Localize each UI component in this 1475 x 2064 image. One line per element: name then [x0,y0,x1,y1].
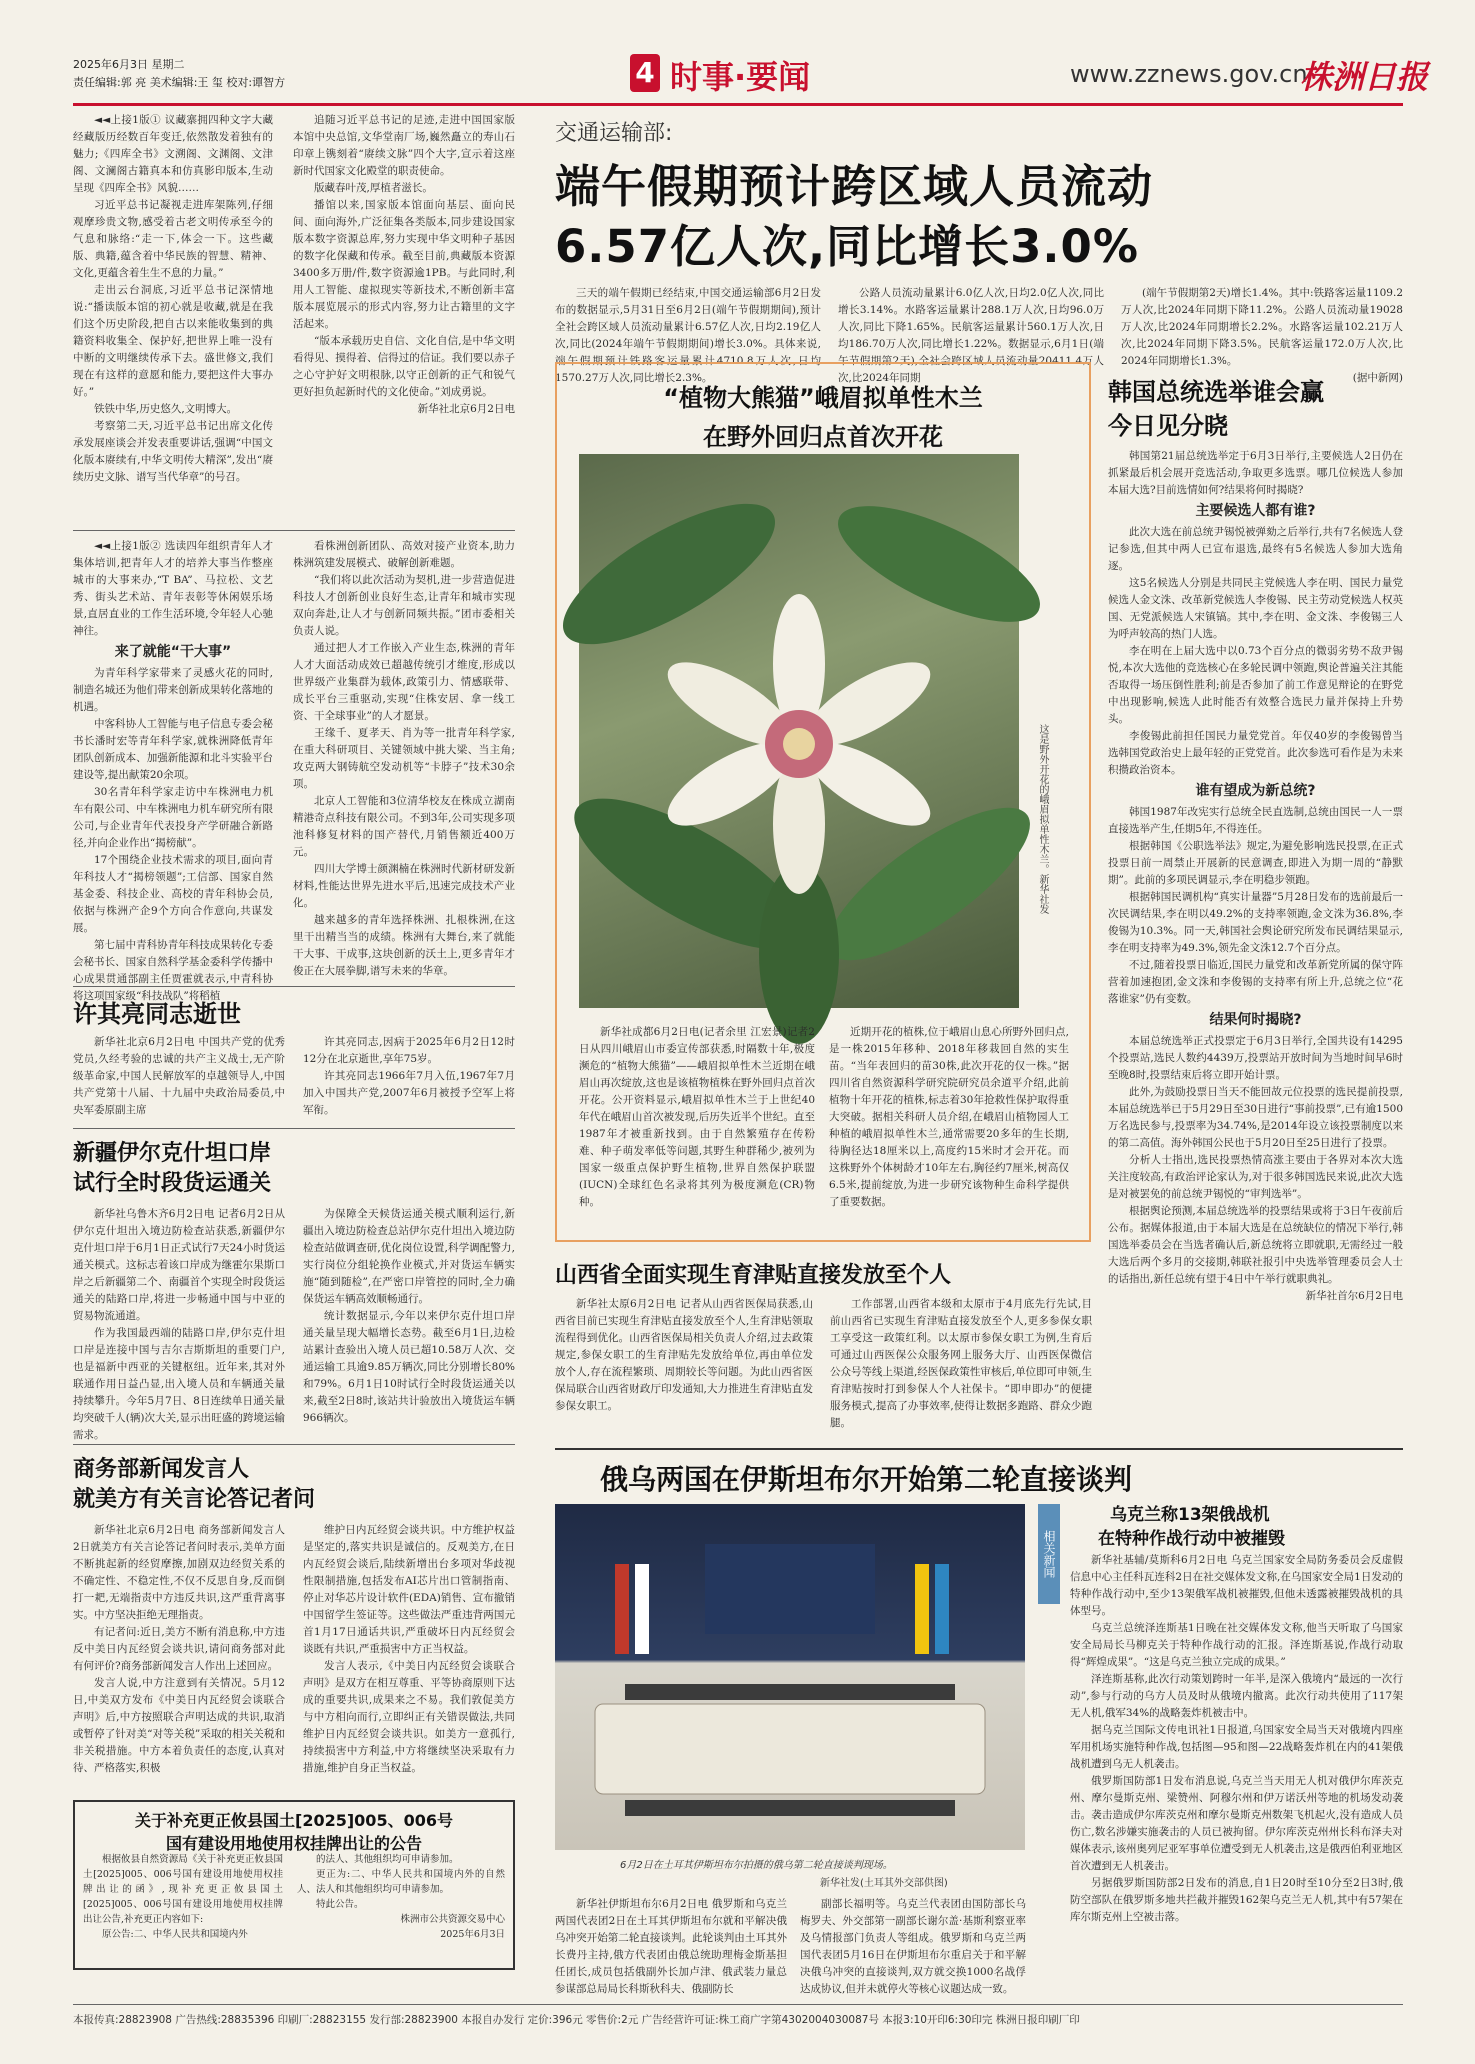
notice-title-1: 关于补充更正攸县国土[2025]005、006号 [135,1811,453,1830]
korea-subheading-1: 主要候选人都有谁? [1195,503,1316,519]
talent-article-left: ◄◄上接1版② 选读四年组织青年人才集体培训,把青年人才的培养大事当作整座城市的大事来办,“T BA”、马拉松、文艺秀、街头艺术站、青年表彰等休闲娱乐场景,直居直业的工作生活环境,令年轻人心驰神往。 来了就能“干大事” 为青年科学家带来了灵感火花的同时,制造名城还为他们带来创新成果转化落地的机遇。 中客科协人工智能与电子信息专委会秘书长潘时宏等青年科学家,就株洲降低青年团队创新成本、加强新能源和北斗实验平台建设等,提出献策20余项。 30名青年科学家走访中车株洲电力机车有限公司、中车株洲电力机车研究所有限公司,与企业青年代表投身产学研融合新路径,并向企业作出“揭榜献”。 17个围绕企业技术需求的项目,面向青年科技人才“揭榜领题”;工信部、国家自然基金委、科技企业、高校的青年科协会员,依据与株洲产企9个方向合作意向,共谋发展。 第七届中青科协青年科技成果转化专委会秘书长、国家自然科学基金委科学传播中心成果贯通部副主任贾霍就表示,中青科协将这项国家级“科技战队”将稻植 [73,540,273,1002]
mofcom-headline-1: 商务部新闻发言人 [73,1457,250,1482]
notice-date: 2025年6月3日 [440,1929,505,1940]
magnolia-flower-illustration [579,454,1019,1008]
korea-headline-2: 今日见分晓 [1108,412,1228,440]
footer-rule [73,2004,1403,2005]
issue-date: 2025年6月3日 星期二 [73,58,185,71]
talks-photo [555,1504,1025,1850]
korea-article: 韩国第21届总统选举定于6月3日举行,主要候选人2日仍在抓紧最后机会展开竞选活动,争取更多选票。哪几位候选人参加本届大选?目前选情如何?结果将何时揭晓? 主要候选人都有谁? 此次大选在前总统尹锡悦被弹劾之后举行,共有7名候选人登记参选,但其中两人已宣布退选,最终有5名候选人参加大选角逐。 这5名候选人分别是共同民主党候选人李在明、国民力量党候选人金文洙、改革新党候选人李俊锡、民主劳动党候选人权英国、无党派候选人宋镇镐。其中,李在明、金文洙、李俊锡三人为呼声较高的热门人选。 李在明在上届大选中以0.73个百分点的微弱劣势不敌尹锡悦,本次大选他的竞选核心在多轮民调中领跑,舆论普遍关注其能否取得一场压倒性胜利;前是否参加了前工作意见辩论的在野党中出现影响,候选人此时能否有效整合选民力量并保持上升势头。 李俊锡此前担任国民力量党党首。年仅40岁的李俊锡曾当选韩国党政治史上最年轻的正党党首。此次参选可看作是为未来积攒政治资本。 谁有望成为新总统? 韩国1987年改宪实行总统全民直选制,总统由国民一人一票直接选举产生,任期5年,不得连任。 根据韩国《公职选举法》规定,为避免影响选民投票,在正式投票日前一周禁止开展新的民意调查,即进入为期一周的“静默期”。此前的多项民调显示,李在明稳步领跑。 根据韩国民调机构“真实计量器”5月28日发布的选前最后一次民调结果,李在明以49.2%的支持率领跑,金文洙为36.8%,李俊锡为10.3%。同一天,韩国社会舆论研究所发布民调结果显示,李在明支持率为49.3%,领先金文洙12.7个百分点。 不过,随着投票日临近,国民力量党和改革新党所属的保守阵营着加速抱团,金文洙和李俊锡的支持率有所上升,总统之位“花落谁家”仍有变数。 结果何时揭晓? 本届总统选举正式投票定于6月3日举行,全国共设有14295个投票站,选民人数约4439万,投票站开放时间为当地时间早6时至晚8时,投票结束后将立即开始计票。 此外,为鼓励投票日当天不能回故元位投票的选民提前投票,本届总统选举已于5月29日至30日进行“事前投票”,已有逾1500万名选民参与,投票率为34.74%,是2014年设立该投票制度以来的第二高值。海外韩国公民也于5月20日至25日进行了投票。 分析人士指出,选民投票热情高涨主要由于各界对本次大选关注度较高,有政治评论家认为,对于很多韩国选民来说,此次大选是对被罢免的前总统尹锡悦的“审判选举”。 根据舆论预测,本届总统选举的投票结果或将于3日午夜前后公布。据媒体报道,由于本届大选是在总统缺位的情况下举行,韩国选举委员会在当选者确认后,新总统将立即就职,无需经过一般大选后两个多月的交接期,韩联社报引中央选举管理委员会人士的话指出,新任总统有望于4日中午举行就职典礼。 新华社首尔6月2日电 [1108,448,1403,1248]
xinjiang-right: 为保障全天候货运通关模式顺利运行,新疆出入境边防检查总站伊尔克什坦出入境边防检查站做调查研,优化岗位设置,科学调配警力,实行岗位分组轮换作业模式,并对货运车辆实施“随到随检”,在严密口岸管控的同时,全力确保货运车辆高效顺畅通行。 统计数据显示,今年以来伊尔克什坦口岸通关量呈现大幅增长态势。截至6月1日,边检站累计查验出入境人员已超10.58万人次、交通运输工具逾9.85万辆次,同比分别增长80%和79%。6月1日10时试行全时段货运通关以来,截至2日8时,该站共计验放出入境货运车辆966辆次。 [303,1208,515,1424]
xinjiang-headline-2: 试行全时段货运通关 [73,1171,272,1196]
dateline: 新华社北京6月2日电 [417,403,515,415]
culture-article-mid: 追随习近平总书记的足迹,走进中国国家版本馆中央总馆,文华堂南厂场,巍然矗立的寿山石印章上镌刻着“赓续文脉”四个大字,宣示着这座新时代国家文化殿堂的职责使命。 版藏春叶茂,厚植者滋长。 播馆以来,国家版本馆面向基层、面向民间、面向海外,广泛征集各类版本,同步建设国家版本数字资源总库,努力实现中华文明种子基因的数字化保藏和传承。截至目前,典藏版本资源3400多万册/件,数字资源逾1PB。与此同时,利用人工智能、虚拟现实等新技术,不断创新丰富版本展览展示的形式内容,努力让古籍里的文字活起来。 “版本承载历史自信、文化自信,是中华文明看得见、摸得着、信得过的信证。我们要以赤子之心守护好文明根脉,以守正创新的正气和锐气更好担负起新时代的文化使命。”刘成勇说。 新华社北京6月2日电 [293,112,515,520]
talks-photo-credit: 新华社发(土耳其外交部供图) [820,1878,948,1889]
subheading: 来了就能“干大事” [114,644,232,660]
section-title: 时事·要闻 [670,58,811,96]
magnolia-headline-1: “植物大熊猫”峨眉拟单性木兰 [663,384,983,412]
divider [73,530,515,531]
mofcom-right: 维护日内瓦经贸会谈共识。中方维护权益是坚定的,落实共识是诚信的。反观美方,在日内瓦经贸会谈后,陆续新增出台多项对华歧视性限制措施,包括发布AI芯片出口管制指南、停止对华芯片设计软件(EDA)销售、宣布撤销中国留学生签证等。这些做法严重违背两国元首1月17日通话共识,严重破坏日内瓦经贸会谈既有共识,严重损害中方正当权益。 发言人表示,《中美日内瓦经贸会谈联合声明》是双方在相互尊重、平等协商原则下达成的重要共识,成果来之不易。我们敦促美方与中方相向而行,立即纠正有关错误做法,共同维护日内瓦经贸会谈共识。如美方一意孤行,持续损害中方利益,中方将继续坚决采取有力措施,维护自身正当权益。 [303,1524,515,1774]
lead-source: (据中新网) [1352,372,1403,384]
lead-col-2: 公路人员流动量累计6.0亿人次,日均2.0亿人次,同比增长3.14%。水路客运量累计288.1万人次,日均96.0万人次,同比下降1.65%。民航客运量累计560.1万人次,日均186.70万人次,同比增长1.22%。数据显示,6月1日(端午节假期第2天),全社会跨区域人员流动量20411.4万人次,比2024年同期 [838,287,1104,384]
talks-photo-caption: 6月2日在土耳其伊斯坦布尔拍摄的俄乌第二轮直接谈判现场。 [620,1860,893,1871]
land-auction-notice: 关于补充更正攸县国土[2025]005、006号 国有建设用地使用权挂牌出让的公告 根据攸县自然资源局《关于补充更正攸县国土[2025]005、006号国有建设用地使用权挂牌出让的函》,现补充更正攸县国土[2025]005、006号国有建设用地使用权挂牌出让公告,补充更正内容如下: 原公告:二、中华人民共和国境内外 的法人、其他组织均可申请参加。 更正为:二、中华人民共和国境内外的自然人、法人和其他组织均可申请参加。 特此公告。 株洲市公共资源交易中心 2025年6月3日 [73,1800,515,1970]
mofcom-headline-2: 就美方有关言论答记者问 [73,1487,316,1512]
korea-subheading-3: 结果何时揭晓? [1209,1012,1302,1028]
shanxi-col-1: 新华社太原6月2日电 记者从山西省医保局获悉,山西省目前已实现生育津贴直接发放至个人,生育津贴领取流程得到优化。山西省医保局相关负责人介绍,过去政策规定,参保女职工的生育津贴先发放给单位,再由单位发放个人,存在流程繁琐、周期较长等问题。为此山西省医保局联合山西省财政厅印发通知,大力推进生育津贴直发参保女职工。 [555,1298,813,1412]
notice-title-2: 国有建设用地使用权挂牌出让的公告 [165,1834,422,1853]
magnolia-headline-2: 在野外回归点首次开花 [703,423,943,451]
obituary-right: 许其亮同志,因病于2025年6月2日12时12分在北京逝世,享年75岁。 许其亮同志1966年7月入伍,1967年7月加入中国共产党,2007年6月被授予空军上将军衔。 [303,1036,515,1116]
talks-col-2: 副部长福明等。乌克兰代表团由国防部长乌梅罗夫、外交部第一副部长谢尔盖·基斯利察亚率及乌情报部门负责人等组成。俄罗斯和乌克兰两国代表团5月16日在伊斯坦布尔重启关于和平解决俄乌冲突的直接谈判,双方就交换1000名战俘达成协议,但并未就停火等核心议题达成一致。 [800,1898,1026,1995]
xinjiang-headline-1: 新疆伊尔克什坦口岸 [73,1141,272,1166]
negotiation-table-illustration [555,1504,1025,1850]
page-number-badge [630,54,660,92]
related-news-tag: 相关新闻 [1038,1504,1060,1604]
ua-side-headline-1: 乌克兰称13架俄战机 [1110,1505,1270,1525]
footer-info: 本报传真:28823908 广告热线:28835396 印刷厂:28823155 发行部:28823900 本报自办发行 定价:396元 零售价:2元 广告经营许可证:株工商广字第4302004030087号 本报3:10开印6:30印完 株洲日报印刷厂印 [73,2014,1080,2026]
divider [73,1128,515,1129]
notice-issuer: 株洲市公共资源交易中心 [400,1914,505,1925]
dateline: 新华社首尔6月2日电 [1305,1290,1403,1302]
ua-side-headline-2: 在特种作战行动中被摧毁 [1098,1529,1285,1549]
divider [73,1444,515,1445]
ua-side-article: 新华社基辅/莫斯科6月2日电 乌克兰国家安全局防务委员会反虚假信息中心主任科瓦连科2日在社交媒体发文称,在乌国家安全局1日发动的特种作战行动中,至少13架俄军战机被摧毁,但他未透露被摧毁战机的具体型号。 乌克兰总统泽连斯基1日晚在社交媒体发文称,他当天听取了乌国家安全局局长马柳克关于特种作战行动的汇报。泽连斯基说,作战行动取得“辉煌成果”。“这是乌克兰独立完成的成果。” 泽连斯基称,此次行动策划跨时一年半,是深入俄境内“最远的一次行动”,参与行动的乌方人员及时从俄境内撤离。此次行动共使用了117架无人机,俄军34%的战略轰炸机被击中。 据乌克兰国际文传电讯社1日报道,乌国家安全局当天对俄境内四座军用机场实施特种作战,包括图—95和图—22战略轰炸机在内的41架俄战机遭到乌无人机袭击。 俄罗斯国防部1日发布消息说,乌克兰当天用无人机对俄伊尔库茨克州、摩尔曼斯克州、梁赞州、阿穆尔州和伊万诺沃州等地的机场发动袭击。袭击造成伊尔库茨克州和摩尔曼斯克州数架飞机起火,没有造成人员伤亡,数名涉嫌实施袭击的人员已被拘留。伊尔库茨克州州长科布泽夫对媒体表示,该州奥列尼亚军事单位遭受到无人机袭击,这是俄西伯利亚地区首次遭到无人机袭击。 另据俄罗斯国防部2日发布的消息,自1日20时至10分至2日3时,俄防空部队在俄罗斯多地共拦截并摧毁162架乌克兰无人机,其中有57架在库尔斯克州上空被击落。 [1070,1554,1403,1923]
page-number: 4 [635,56,655,89]
talent-article-mid: 看株洲创新团队、高效对接产业资本,助力株洲筑建发展模式、破解创新难题。 “我们将以此次活动为契机,进一步营造促进科技人才创新创业良好生态,让青年和城市实现双向奔赴,让人才与创新同频共振。”团市委相关负责人说。 通过把人才工作嵌入产业生态,株洲的青年人才大面活动成效已超越传统引才维度,形成以世界级产业集群为载体,政策引力、情感联带、成长平台三重驱动,实现“住株安居、拿一线工资、干全球事业”的人才愿景。 王缘千、夏孝天、肖为等一批青年科学家,在重大科研项目、关键领域中挑大梁、当主角;攻克两大钢铸航空发动机等“卡脖子”技术30余项。 北京人工智能和3位清华校友在株成立湖南精港奇点科技有限公司。不到3年,公司实现多项池科修复材料的国产替代,月销售额近400万元。 四川大学博士颜渊楠在株洲时代新材研发新材料,性能达世界先进水平后,迅速完成技术产业化。 越来越多的青年选择株洲、扎根株洲,在这里干出精当当的成绩。株洲有大舞台,来了就能干大事、干成事,这块创新的沃土上,更多青年才俊正在大展拳脚,谱写未来的华章。 [293,540,515,977]
lead-col-1: 三天的端午假期已经结束,中国交通运输部6月2日发布的数据显示,5月31日至6月2日(端午节假期期间),预计全社会跨区域人员流动量累计6.57亿人次,日均2.19亿人次,同比(2024年端午节假期期间)增长3.0%。具体来说,端午假期预计铁路客运量累计4710.8万人次,日均1570.27万人次,同比增长2.3%。 [555,287,821,384]
culture-article-left: ◄◄上接1版① 议藏寨拥四种文字大藏经藏版历经数百年变迁,依然散发着独有的魅力;《四库全书》文溯阁、文渊阁、文津阁、文澜阁古籍真本和仿真影印版本,生动呈现《四库全书》风貌…… 习近平总书记凝视走进库架陈列,仔细观摩珍贵文物,感受着古老文明传承至今的气息和脉络:“走一下,体会一下。这些藏版、典籍,蕴含着中华民族的智慧、精神、文化,更蕴含着生生不息的力量。” 走出云台洞底,习近平总书记深情地说:“播读版本馆的初心就是收藏,就是在我们这个历史阶段,把自古以来能收集到的典籍资料收集全、保护好,把世界上唯一没有中断的文明继续传承下去。盛世修文,我们现在有这样的意愿和能力,要把这件大事办好。” 铁铁中华,历史悠久,文明博大。 考察第二天,习近平总书记出席文化传承发展座谈会并发表重要讲话,强调“中国文化版本赓续有,中华文明传大精深”,发出“赓续历史文脉、谱写当代华章”的号召。 [73,114,273,483]
masthead-rule [73,103,1403,106]
magnolia-photo-caption: 这是野外开花的峨眉拟单性木兰。新华社发 [1037,724,1048,914]
magnolia-col-2: 近期开花的植株,位于峨眉山息心所野外回归点,是一株2015年移种、2018年移栽回自然的实生苗。“当年表回归的苗30株,此次开花的仅一株。”据四川省自然资源科学研究院研究员余道平介绍,此前植物十年开花的植株,标志着30年抢救性保护取得重大突破。据相关科研人员介绍,在峨眉山植物园人工种植的峨眉拟单性木兰,通常需要20多年的生长期,待胸径达18厘米以上,高度约15米时才会开花。而这株野外个体树龄才10年左右,胸径约7厘米,树高仅6.5米,提前绽放,为进一步研究该物种生命科学提供了重要数据。 [829,1026,1069,1208]
lead-headline-1: 端午假期预计跨区域人员流动 [555,160,1154,213]
divider [73,986,515,987]
divider [555,1448,1403,1450]
lead-col-3: (端午节假期第2天)增长1.4%。其中:铁路客运量1109.2万人次,比2024年同期下降11.2%。公路人员流动量19028万人次,比2024年同期增长2.2%。水路客运量102.21万人次,比2024年同期下降3.5%。民航客运量172.0万人次,比2024年同期增长1.3%。 (据中新网) [1121,285,1403,353]
site-url: www.zznews.gov.cn [1070,60,1308,88]
lead-headline-2: 6.57亿人次,同比增长3.0% [555,220,1139,273]
obituary-headline: 许其亮同志逝世 [73,1000,241,1028]
xinjiang-left: 新华社乌鲁木齐6月2日电 记者6月2日从伊尔克什坦出入境边防检查站获悉,新疆伊尔克什坦口岸于6月1日正式试行7天24小时货运通关模式。这标志着该口岸成为继霍尔果斯口岸之后新疆第二个、南疆首个实现全时段货运通关的陆路口岸,将进一步畅通中国与中亚的贸易物流通道。 作为我国最西端的陆路口岸,伊尔克什坦口岸是连接中国与吉尔吉斯斯坦的重要门户,也是福新中西亚的关键枢纽。近年来,其对外联通作用日益凸显,出入境人员和车辆通关量持续攀升。今年5月7日、8日连续单日通关量均突破千人(辆)次大关,显示出旺盛的跨境运输需求。 [73,1208,285,1441]
magnolia-feature-box [555,362,1091,1242]
mofcom-left: 新华社北京6月2日电 商务部新闻发言人2日就美方有关言论答记者问时表示,美单方面不断挑起新的经贸摩擦,加剧双边经贸关系的不确定性、不稳定性,不仅不反思自身,反而倒打一耙,无端指责中方违反共识,这严重背离事实。中方坚决拒绝无理指责。 有记者问:近日,美方不断有消息称,中方违反中美日内瓦经贸会谈共识,请问商务部对此有何评价?商务部新闻发言人作出上述回应。 发言人说,中方注意到有关情况。5月12日,中美双方发布《中美日内瓦经贸会谈联合声明》后,中方按照联合声明达成的共识,取消或暂停了针对美“对等关税”采取的相关关税和非关税措施。中方本着负责任的态度,认真对待、严格落实,积极 [73,1524,285,1774]
talks-headline: 俄乌两国在伊斯坦布尔开始第二轮直接谈判 [600,1463,1133,1496]
shanxi-headline: 山西省全面实现生育津贴直接发放至个人 [555,1263,952,1288]
shanxi-col-2: 工作部署,山西省本级和太原市于4月底先行先试,目前山西省已实现生育津贴直接发放至个人,更多参保女职工享受这一政策红利。以太原市参保女职工为例,生育后可通过山西医保公众服务网上服务大厅、山西医保微信公众号等线上渠道,经医保政策性审核后,单位即可申领,生育津贴按时打到参保人个人社保卡。“即申即办”的便捷服务模式,提高了办事效率,使得让数据多跑路、群众少跑腿。 [830,1298,1093,1429]
newspaper-logo: 株洲日报 [1300,58,1429,96]
korea-subheading-2: 谁有望成为新总统? [1195,783,1316,799]
korea-headline-1: 韩国总统选举谁会赢 [1108,378,1324,406]
obituary-left: 新华社北京6月2日电 中国共产党的优秀党员,久经考验的忠诚的共产主义战士,无产阶级革命家,中国人民解放军的卓越领导人,中国共产党第十八届、十九届中央政治局委员,中央军委原副主席 [73,1036,285,1116]
magnolia-photo [579,454,1019,1008]
lead-kicker: 交通运输部: [555,121,673,146]
editors-line: 责任编辑:郭 亮 美术编辑:王 玺 校对:谭智方 [73,76,286,89]
magnolia-col-1: 新华社成都6月2日电(记者余里 江宏景)记者2日从四川峨眉山市委宣传部获悉,时隔数十年,极度濒危的“植物大熊猫”——峨眉拟单性木兰近期在峨眉山再次绽放,这也是该植物植株在野外回归点首次开花。公开资料显示,峨眉拟单性木兰于上世纪40年代在峨眉山首次被发现,后历失近半个世纪。直至1987年才被重新找到。由于自然繁殖存在传粉难、种子萌发率低等问题,其野生种群稀少,被列为国家一级重点保护野生植物,世界自然保护联盟(IUCN)全球红色名录将其列为极度濒危(CR)物种。 [579,1026,815,1208]
talks-col-1: 新华社伊斯坦布尔6月2日电 俄罗斯和乌克兰两国代表团2日在土耳其伊斯坦布尔就和平解决俄乌冲突开始第二轮直接谈判。此轮谈判由土耳其外长费丹主持,俄方代表团由俄总统助理梅金斯基担任团长,成员包括俄副外长加卢津、俄武装力量总参谋部总局局长科斯秋科夫、俄副防长 [555,1898,787,1995]
